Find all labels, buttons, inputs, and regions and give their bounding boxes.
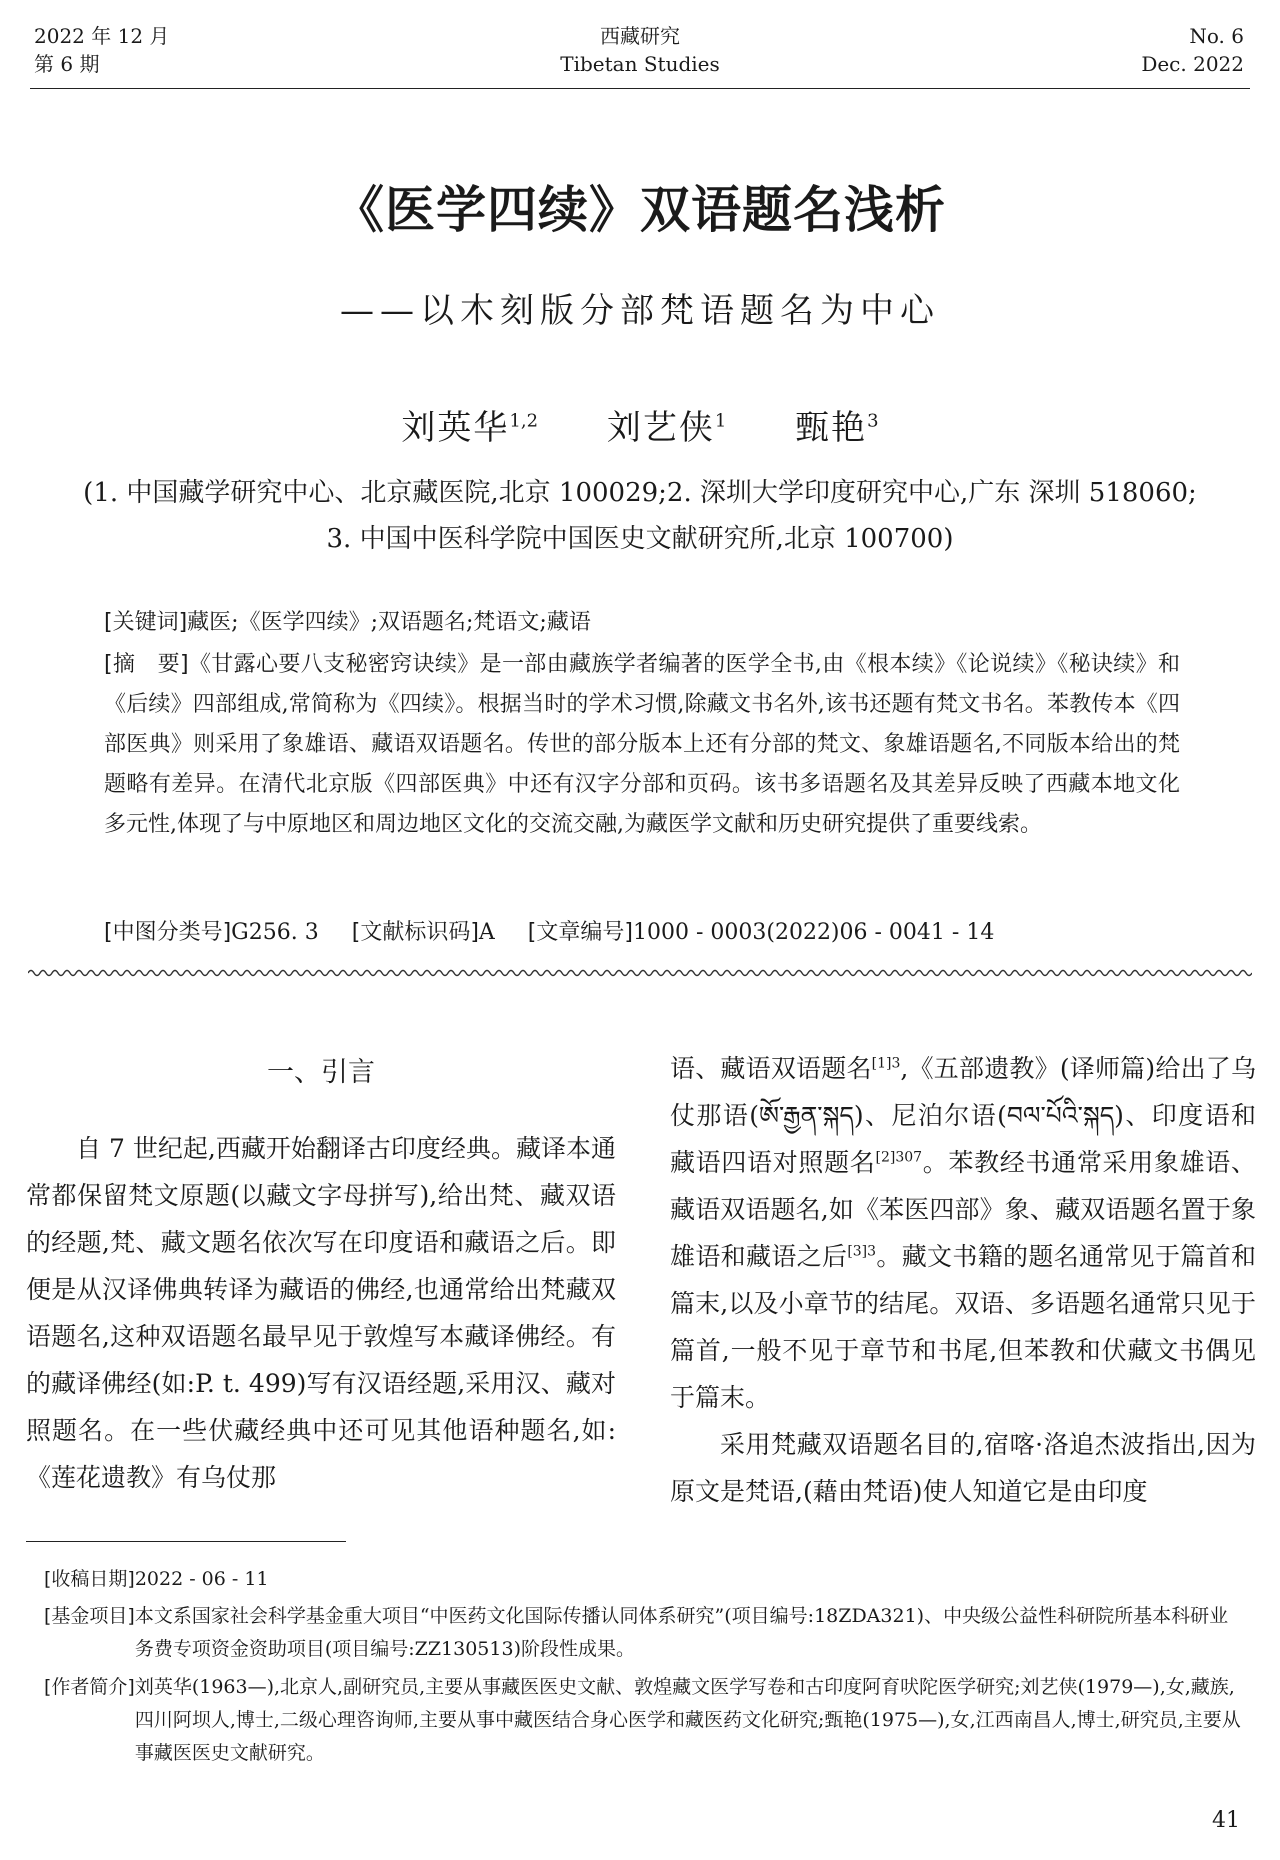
page-number: 41	[1212, 1808, 1240, 1833]
abstract-label: [摘 要]	[104, 652, 189, 677]
author: 甄艳$^3$	[795, 408, 879, 448]
footnote-author: [作者简介] 刘英华(1963—),北京人,副研究员,主要从事藏医医史文献、敦煌藏文医学写卷和古印度阿育吠陀医学研究;刘艺侠(1979—),女,藏族,四川阿坝人,博士,二级心理咨询师,主要从事中藏医结合身心医学和藏医药文化研究;甄艳(1975—),女,江西南昌人,博士,研究员,主要从事藏医医史文献研究。	[44, 1676, 1241, 1764]
citation-ref: [1]3	[871, 1055, 901, 1072]
journal-name-cn: 西藏研究	[600, 24, 680, 48]
keywords-text: 藏医;《医学四续》;双语题名;梵语文;藏语	[187, 610, 591, 635]
citation-ref: [3]3	[847, 1243, 877, 1260]
article-subtitle: ——以木刻版分部梵语题名为中心	[340, 291, 940, 331]
decorative-wave-divider	[28, 966, 1252, 980]
section-heading: 一、引言	[267, 1057, 375, 1088]
article-title: 《医学四续》双语题名浅析	[334, 181, 946, 239]
author: 刘英华$^{1,2}$	[401, 408, 539, 448]
classification-line	[104, 913, 1180, 953]
abstract	[104, 645, 1180, 845]
affiliation-line: 3. 中国中医科学院中国医史文献研究所,北京 100700)	[326, 524, 954, 554]
issue-date-en: Dec. 2022	[1141, 52, 1244, 76]
citation-ref: [2]307	[875, 1149, 923, 1166]
affiliation-line: (1. 中国藏学研究中心、北京藏医院,北京 100029;2. 深圳大学印度研究中心,广东 深圳 518060;	[83, 478, 1197, 508]
header-rule	[30, 88, 1250, 89]
keywords-label: [关键词]	[104, 610, 188, 635]
body-column-right	[670, 1045, 1256, 1515]
paragraph: 采用梵藏双语题名目的,宿喀·洛追杰波指出,因为原文是梵语,(藉由梵语)使人知道它是由印度	[670, 1430, 1256, 1506]
journal-name-en: Tibetan Studies	[560, 52, 720, 76]
running-header-right	[1141, 22, 1244, 78]
paragraph: 语、藏语双语题名$^{[1]3}$,《五部遗教》(译师篇)给出了乌仗那语(ཨོ་རྒྱན་སྐད)、尼泊尔语(བལ་པོའི་སྐད)、印度语和藏语四语对照题名$^{[2]307}$。苯教经书通常采用象雄语、藏语双语题名,如《苯医四部》象、藏双语题名置于象雄语和藏语之后$^{[3]3}$。藏文书籍的题名通常见于篇首和篇末,以及小章节的结尾。双语、多语题名通常只见于篇首,一般不见于章节和书尾,但苯教和伏藏文书偶见于篇末。	[670, 1054, 1256, 1412]
article-number: [文章编号]1000 - 0003(2022)06 - 0041 - 14	[527, 920, 995, 945]
issue-number: 第 6 期	[34, 52, 100, 76]
affiliations	[40, 470, 1240, 562]
issue-number-en: No. 6	[1189, 24, 1244, 48]
issue-date: 2022 年 12 月	[34, 24, 170, 48]
keywords	[104, 603, 1180, 643]
author: 刘艺侠$^1$	[606, 408, 727, 448]
document-code: [文献标识码]A	[351, 920, 495, 945]
footnote-rule	[26, 1541, 346, 1542]
footnote-fund: [基金项目] 本文系国家社会科学基金重大项目“中医药文化国际传播认同体系研究”(项目编号:18ZDA321)、中央级公益性科研院所基本科研业务费专项资金资助项目(项目编号:ZZ130513)阶段性成果。	[44, 1605, 1229, 1660]
footnote-received: [收稿日期] 2022 - 06 - 11	[44, 1568, 269, 1590]
author-list	[0, 400, 1280, 449]
clc-code: [中图分类号]G256. 3	[104, 920, 319, 945]
paragraph: 自 7 世纪起,西藏开始翻译古印度经典。藏译本通常都保留梵文原题(以藏文字母拼写),给出梵、藏双语的经题,梵、藏文题名依次写在印度语和藏语之后。即便是从汉译佛典转译为藏语的佛经,也通常给出梵藏双语题名,这种双语题名最早见于敦煌写本藏译佛经。有的藏译佛经(如:P. t. 499)写有汉语经题,采用汉、藏对照题名。在一些伏藏经典中还可见其他语种题名,如:《莲花遗教》有乌仗那	[26, 1134, 616, 1492]
body-column-left	[26, 1125, 616, 1501]
running-header-center	[0, 22, 1280, 78]
abstract-text: 《甘露心要八支秘密窍诀续》是一部由藏族学者编著的医学全书,由《根本续》《论说续》《秘诀续》和《后续》四部组成,常简称为《四续》。根据当时的学术习惯,除藏文书名外,该书还题有梵文书名。苯教传本《四部医典》则采用了象雄语、藏语双语题名。传世的部分版本上还有分部的梵文、象雄语题名,不同版本给出的梵题略有差异。在清代北京版《四部医典》中还有汉字分部和页码。该书多语题名及其差异反映了西藏本地文化多元性,体现了与中原地区和周边地区文化的交流交融,为藏医学文献和历史研究提供了重要线索。	[104, 652, 1180, 837]
